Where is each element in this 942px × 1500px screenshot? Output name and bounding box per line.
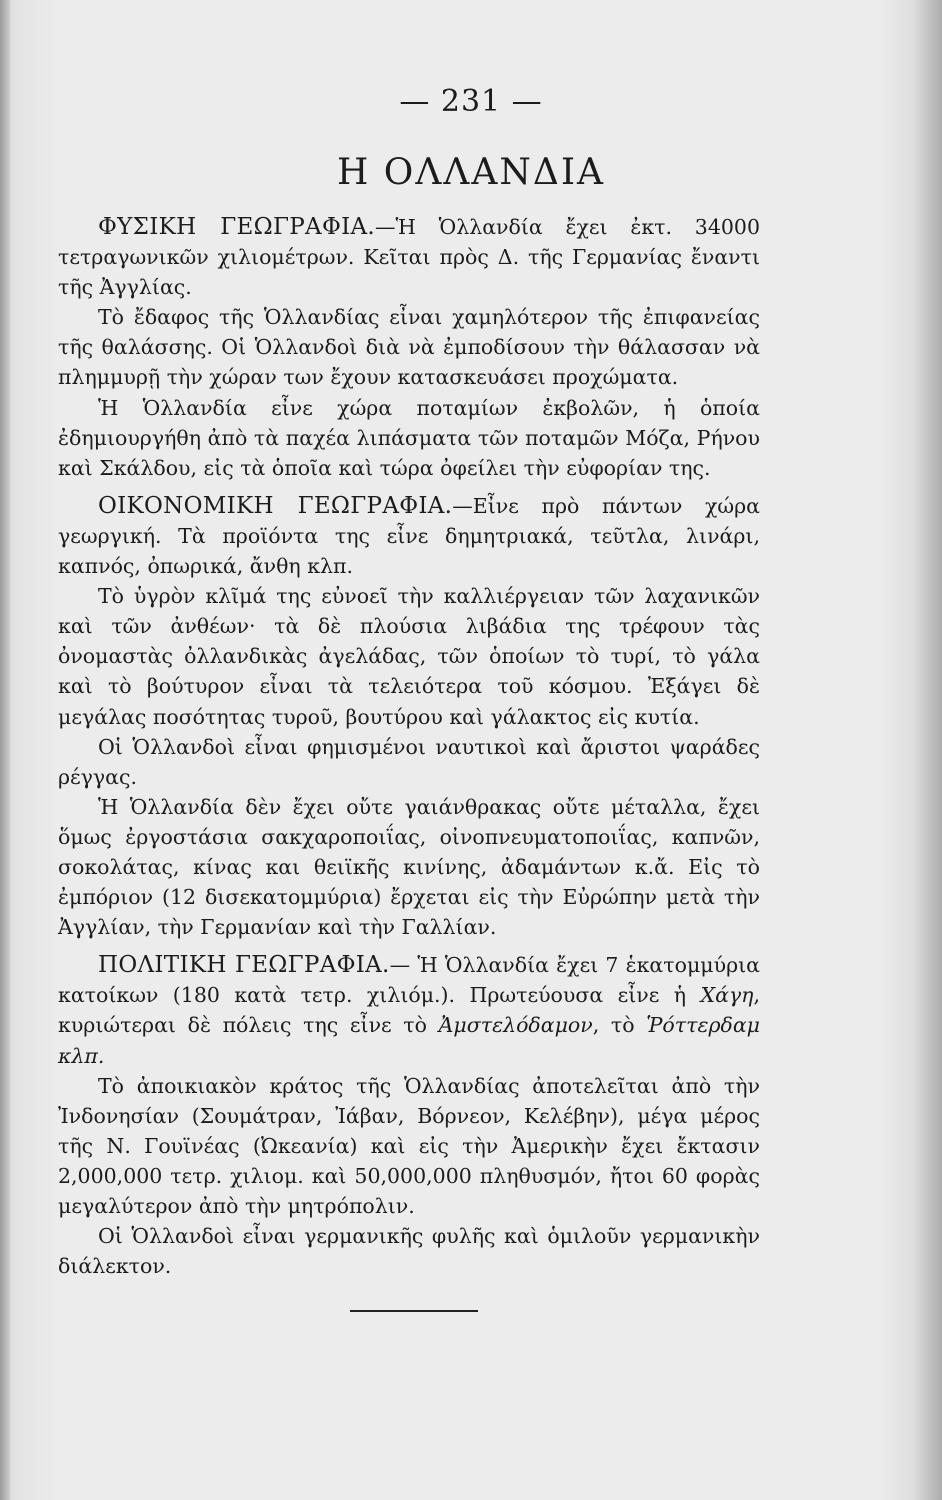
economic-text-1: —Εἶνε πρὸ πάντων χώρα γεωργική. Τὰ προϊόντα της εἶνε δημητριακά, τεῦτλα, λινάρι, καπνός, ὀπωρικά, ἄνθη κλπ. [58,493,760,579]
economic-paragraph-2: Τὸ ὑγρὸν κλῖμά της εὐνοεῖ τὴν καλλιέργειαν τῶν λαχανικῶν καὶ τῶν ἀνθέων· τὰ δὲ πλούσια λιβάδια της τρέφουν τὰς ὀνομαστὰς ὀλλανδικὰς ἀγελάδας, τῶν ὁποίων τὸ τυρί, τὸ γάλα καὶ τὸ βούτυρον εἶναι τὰ τελειότερα τοῦ κόσμου. Ἐξάγει δὲ μεγάλας ποσότητας τυροῦ, βουτύρου καὶ γάλακτος εἰς κυτία. [58,584,760,729]
economic-geography-heading: ΟΙΚΟΝΟΜΙΚΗ ΓΕΩΓΡΑΦΙΑ. [98,492,453,519]
economic-paragraph-4: Ἡ Ὁλλανδία δὲν ἔχει οὔτε γαιάνθρακας οὔτε μέταλλα, ἔχει ὅμως ἐργοστάσια σακχαροποιΐας, οἰνοπνευματοποιΐας, καπνῶν, σοκολάτας, κίνας και θειϊκῆς κινίνης, ἀδαμάντων κ.ἄ. Εἰς τὸ ἐμπόριον (12 δισεκατομμύρια) ἔρχεται εἰς τὴν Εὐρώπην μετὰ τὴν Ἀγγλίαν, τὴν Γερμανίαν καὶ τὴν Γαλλίαν. [58,794,760,940]
article-body [58,212,760,1281]
capital-name: Χάγη [700,983,754,1008]
political-paragraph-3: Οἱ Ὁλλανδοὶ εἶναι γερμανικῆς φυλῆς καὶ ὁμιλοῦν γερμανικὴν διάλεκτον. [58,1224,760,1279]
page-edge-shadow [914,0,942,1500]
physical-paragraph-3: Ἡ Ὁλλανδία εἶνε χώρα ποταμίων ἐκβολῶν, ἡ ὁποία ἐδημιουργήθη ἀπὸ τὰ παχέα λιπάσματα τῶν ποταμῶν Μόζα, Ρήνου καὶ Σκάλδου, εἰς τὰ ὁποῖα καὶ τώρα ὀφείλει τὴν εὐφορίαν της. [58,395,760,480]
physical-text-1: —Ἡ Ὁλλανδία ἔχει ἐκτ. 34000 τετραγωνικῶν χιλιομέτρων. Κεῖται πρὸς Δ. τῆς Γερμανίας ἔναντι τῆς Ἀγγλίας. [58,215,760,300]
city-name-1: Ἀμστελόδαμον [438,1013,593,1038]
political-paragraph-2: Τὸ ἀποικιακὸν κράτος τῆς Ὁλλανδίας ἀποτελεῖται ἀπὸ τὴν Ἰνδονησίαν (Σουμάτραν, Ἰάβαν, Βόρνεον, Κελέβην), μέγα μέρος τῆς Ν. Γουϊνέας (Ὠκεανία) καὶ εἰς τὴν Ἀμερικὴν ἔχει ἔκτασιν 2,000,000 τετρ. χιλιομ. καὶ 50,000,000 πληθυσμόν, ἤτοι 60 φορὰς μεγαλύτερον ἀπὸ τὴν μητρόπολιν. [58,1073,760,1218]
economic-paragraph-1 [58,491,760,581]
page-number: — 231 — [399,84,543,119]
page-title: Η ΟΛΛΑΝΔΙΑ [336,152,606,193]
political-text-1b: , κυριώτεραι δὲ πόλεις της εἶνε τὸ [58,983,760,1038]
political-text-1c: , τὸ [592,1013,647,1038]
political-paragraph-1 [58,950,760,1070]
city-name-2: Ῥόττερδαμ κλπ. [58,1013,760,1068]
physical-geography-heading: ΦΥΣΙΚΗ ΓΕΩΓΡΑΦΙΑ. [98,214,376,240]
economic-paragraph-3: Οἱ Ὁλλανδοὶ εἶναι φημισμένοι ναυτικοὶ καὶ ἄριστοι ψαράδες ρέγγας. [58,734,760,789]
end-rule-divider [350,1310,478,1312]
political-geography-heading: ΠΟΛΙΤΙΚΗ ΓΕΩΓΡΑΦΙΑ. [98,952,390,979]
physical-paragraph-1 [58,212,760,302]
physical-paragraph-2: Τὸ ἔδαφος τῆς Ὁλλανδίας εἶναι χαμηλότερον τῆς ἐπιφανείας τῆς θαλάσσης. Οἱ Ὁλλανδοὶ διὰ νὰ ἐμποδίσουν τὴν θάλασσαν νὰ πλημμυρῇ τὴν χώραν των ἔχουν κατασκευάσει προχώματα. [58,305,760,390]
page-spine-shadow [0,0,10,1500]
political-text-1a: — Ἡ Ὁλλανδία ἔχει 7 ἑκατομμύρια κατοίκων (180 κατὰ τετρ. χιλιόμ.). Πρωτεύουσα εἶνε ἡ [58,953,760,1008]
